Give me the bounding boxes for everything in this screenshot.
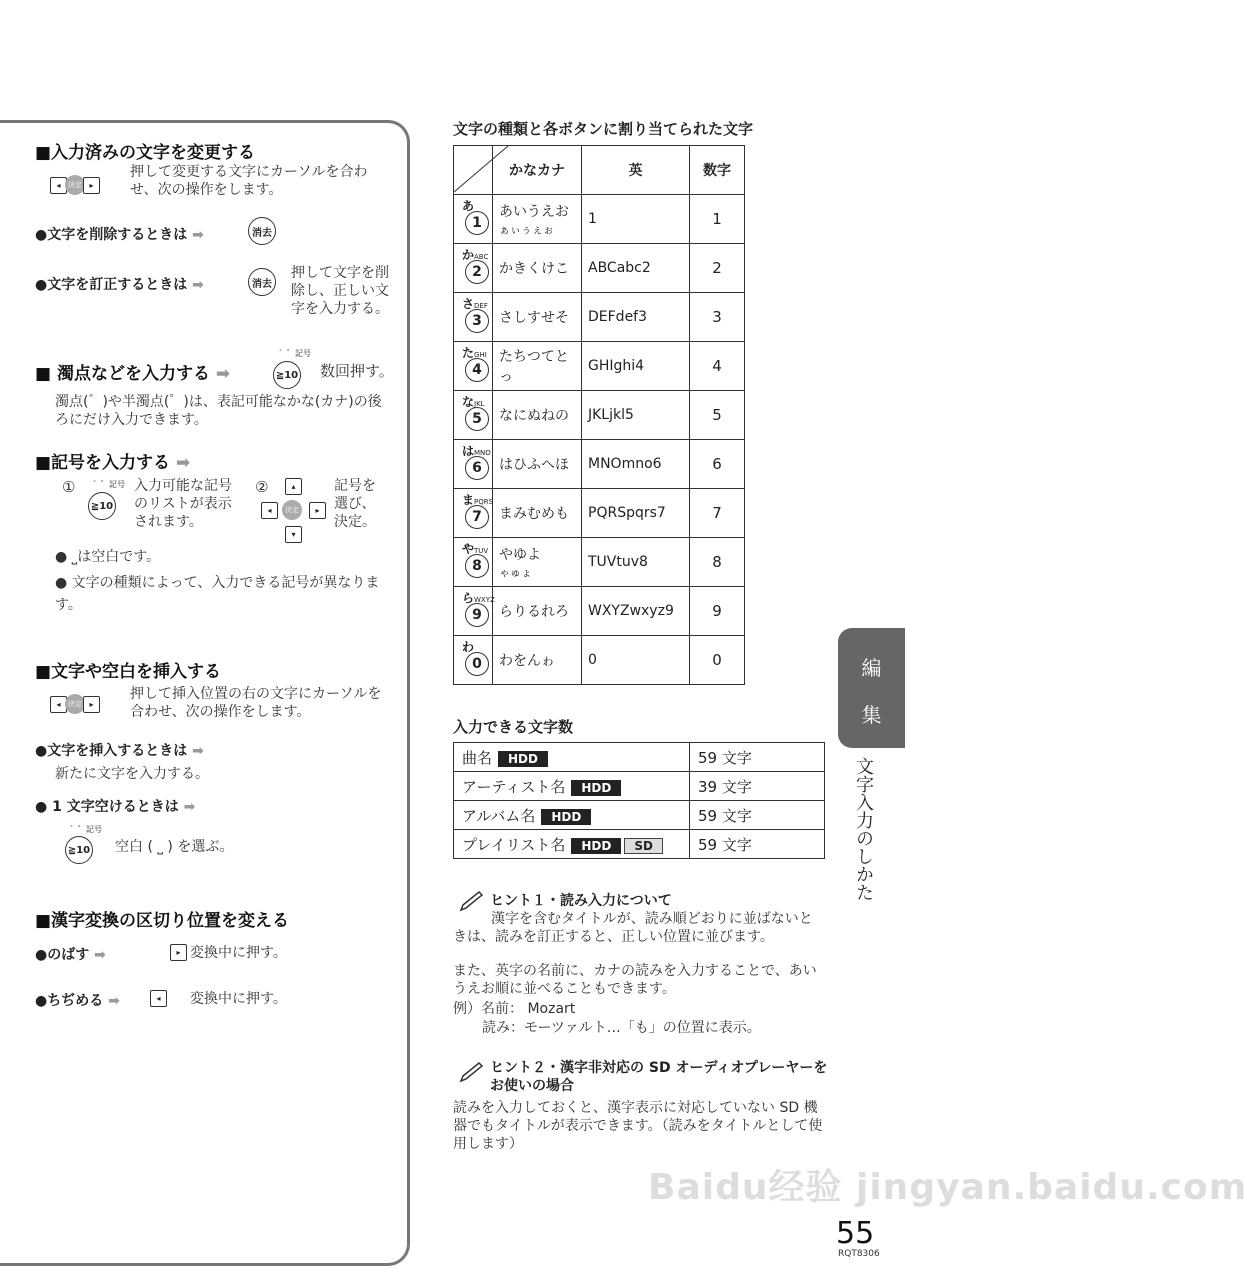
eng-cell: WXYZwxyz9 <box>582 587 690 636</box>
correct-label: ●文字を訂正するときは ➡ <box>35 277 204 293</box>
symbol-button-icon: ≧10 <box>273 361 301 389</box>
char-table <box>453 145 745 685</box>
kana-cell: らりるれろ <box>493 587 582 636</box>
dig-cell: 9 <box>690 587 745 636</box>
header-kana: かなカナ <box>493 146 582 195</box>
correct-desc: 押して文字を削除し、正しい文字を入力する。 <box>291 265 389 317</box>
symbol-label: ゛゜記号 <box>279 349 311 358</box>
step2-number: ② <box>255 478 269 496</box>
clear-button-icon: 消去 <box>248 217 276 245</box>
hdd-badge: HDD <box>498 751 548 767</box>
kana-cell: たちつてとっ <box>493 342 582 391</box>
dig-cell: 3 <box>690 293 745 342</box>
number-key-icon: 0 <box>465 652 489 676</box>
kana-cell: かきくけこ <box>493 244 582 293</box>
char-row <box>454 440 745 489</box>
eng-cell: 0 <box>582 636 690 685</box>
key-cell <box>454 293 493 342</box>
symbol-button-icon: ≧10 <box>88 492 116 520</box>
extend-label: ●のばす ➡ <box>35 947 106 963</box>
space-action: 空白 ( ⎵ ) を選ぶ。 <box>115 839 234 855</box>
number-key-icon: 9 <box>465 603 489 627</box>
count-value: 59 文字 <box>690 801 825 830</box>
hdd-badge: HDD <box>571 780 621 796</box>
section-title-change: ■入力済みの文字を変更する <box>35 143 256 163</box>
key-cell <box>454 195 493 244</box>
left-right-keys-icon: ◂ 決定 ▸ <box>50 174 100 196</box>
hint1-example-reading: 読み：モーツァルト…「も」の位置に表示。 <box>482 1020 761 1036</box>
key-cell <box>454 538 493 587</box>
dig-cell: 5 <box>690 391 745 440</box>
eng-cell: TUVtuv8 <box>582 538 690 587</box>
eng-cell: PQRSpqrs7 <box>582 489 690 538</box>
key-label: やTUV <box>462 542 489 556</box>
key-label: たGHI <box>462 346 487 360</box>
eng-cell: JKLjkl5 <box>582 391 690 440</box>
symbol-label: ゛゜記号 <box>70 825 102 834</box>
char-table-title: 文字の種類と各ボタンに割り当てられた文字 <box>453 120 754 138</box>
count-value: 59 文字 <box>690 830 825 859</box>
clear-button-icon: 消去 <box>248 268 276 296</box>
delete-label: ●文字を削除するときは ➡ <box>35 227 204 243</box>
key-label: まPQRS <box>462 493 494 507</box>
key-label: かABC <box>462 248 489 262</box>
insert-desc: 押して挿入位置の右の文字にカーソルを合わせ、次の操作をします。 <box>130 686 382 720</box>
cross-keys-icon: ▴ ◂ 決定 ▸ ▾ <box>261 478 329 544</box>
kana-cell: まみむめも <box>493 489 582 538</box>
count-title: 入力できる文字数 <box>453 718 574 736</box>
step2-desc: 記号を選び、決定。 <box>334 478 376 530</box>
step1-desc: 入力可能な記号のリストが表示されます。 <box>134 478 232 530</box>
hint1-example-name: 例）名前： Mozart <box>453 1001 576 1017</box>
eng-cell: 1 <box>582 195 690 244</box>
hint1-p2: また、英字の名前に、カナの読みを入力することで、あいうえお順に並べることもできます。 <box>453 963 817 997</box>
key-cell <box>454 342 493 391</box>
eng-cell: ABCabc2 <box>582 244 690 293</box>
side-tab-edit: 編 集 <box>838 628 905 748</box>
char-row <box>454 244 745 293</box>
eng-cell: GHIghi4 <box>582 342 690 391</box>
key-cell <box>454 244 493 293</box>
count-table <box>453 742 825 859</box>
header-dig: 数字 <box>690 146 745 195</box>
side-section-text: 文字入力のしかた <box>853 757 874 901</box>
char-row <box>454 391 745 440</box>
number-key-icon: 2 <box>465 260 489 284</box>
dig-cell: 1 <box>690 195 745 244</box>
count-row <box>454 743 825 772</box>
kana-cell: さしすせそ <box>493 293 582 342</box>
eng-cell: MNOmno6 <box>582 440 690 489</box>
count-name: プレイリスト名 HDD SD <box>454 830 690 859</box>
char-row <box>454 636 745 685</box>
symbol-button-icon: ≧10 <box>65 836 93 864</box>
dig-cell: 2 <box>690 244 745 293</box>
space-label: ● 1 文字空けるときは ➡ <box>35 799 196 815</box>
dakuten-desc: 濁点(゛)や半濁点(゜)は、表記可能なかな(カナ)の後ろにだけ入力できます。 <box>55 394 382 428</box>
key-label: あ <box>462 199 475 213</box>
hint2-p1: 読みを入力しておくと、漢字表示に対応していない SD 機器でもタイトルが表示できます。（読みをタイトルとして使用します） <box>453 1100 823 1152</box>
count-name: 曲名 HDD <box>454 743 690 772</box>
dig-cell: 4 <box>690 342 745 391</box>
count-name: アルバム名 HDD <box>454 801 690 830</box>
count-row <box>454 772 825 801</box>
section-title-kanji: ■漢字変換の区切り位置を変える <box>35 911 290 931</box>
kana-cell: なにぬねの <box>493 391 582 440</box>
number-key-icon: 6 <box>465 456 489 480</box>
key-label: さDEF <box>462 297 488 311</box>
dig-cell: 7 <box>690 489 745 538</box>
key-label: わ <box>462 640 475 654</box>
hdd-badge: HDD <box>571 838 621 854</box>
dig-cell: 8 <box>690 538 745 587</box>
shrink-label: ●ちぢめる ➡ <box>35 993 120 1009</box>
section-title-insert: ■文字や空白を挿入する <box>35 662 222 682</box>
kana-cell: はひふへほ <box>493 440 582 489</box>
number-key-icon: 3 <box>465 309 489 333</box>
char-row <box>454 195 745 244</box>
hint1-title: ヒント１・読み入力について <box>490 893 672 909</box>
key-label: はMNO <box>462 444 491 458</box>
key-cell <box>454 391 493 440</box>
insert-label: ●文字を挿入するときは ➡ <box>35 743 204 759</box>
section-title-dakuten: ■ 濁点などを入力する ➡ <box>35 364 231 384</box>
change-desc: 押して変更する文字にカーソルを合わせ、次の操作をします。 <box>130 164 368 198</box>
hint2-title: ヒント２・漢字非対応の SD オーディオプレーヤーをお使いの場合 <box>490 1060 828 1094</box>
step1-number: ① <box>62 478 76 496</box>
count-row <box>454 801 825 830</box>
left-right-keys-icon: ◂ 決定 ▸ <box>50 693 100 715</box>
char-row <box>454 489 745 538</box>
kana-cell: やゆよ ゃゅょ <box>493 538 582 587</box>
number-key-icon: 5 <box>465 407 489 431</box>
note-space: ● ⎵は空白です。 <box>55 549 161 565</box>
note-symbols: ● 文字の種類によって、入力できる記号が異なります。 <box>55 575 380 613</box>
sd-badge: SD <box>624 838 663 854</box>
page-code: RQT8306 <box>838 1249 880 1259</box>
key-cell <box>454 587 493 636</box>
page-number: 55 <box>836 1216 875 1251</box>
count-row <box>454 830 825 859</box>
pencil-icon <box>458 1062 486 1088</box>
dig-cell: 0 <box>690 636 745 685</box>
insert-action: 新たに文字を入力する。 <box>55 766 209 782</box>
extend-desc: 変換中に押す。 <box>190 945 287 961</box>
left-key-icon: ◂ <box>150 990 167 1007</box>
hint1-p1: 漢字を含むタイトルが、読み順どおりに並ばないときは、読みを訂正すると、正しい位置に並びます。 <box>453 911 813 945</box>
char-row <box>454 587 745 636</box>
number-key-icon: 1 <box>465 211 489 235</box>
count-name: アーティスト名 HDD <box>454 772 690 801</box>
shrink-desc: 変換中に押す。 <box>190 991 287 1007</box>
key-cell <box>454 440 493 489</box>
dig-cell: 6 <box>690 440 745 489</box>
kana-cell: あいうえお ぁぃぅぇぉ <box>493 195 582 244</box>
key-cell <box>454 489 493 538</box>
number-key-icon: 7 <box>465 505 489 529</box>
watermark: Baidu经验 jingyan.baidu.com <box>648 1167 1247 1208</box>
kana-cell: わをんゎ <box>493 636 582 685</box>
diagonal-cell <box>454 146 493 195</box>
section-title-symbol: ■記号を入力する ➡ <box>35 453 191 473</box>
count-value: 59 文字 <box>690 743 825 772</box>
count-value: 39 文字 <box>690 772 825 801</box>
press-times: 数回押す。 <box>320 362 394 380</box>
hdd-badge: HDD <box>541 809 591 825</box>
eng-cell: DEFdef3 <box>582 293 690 342</box>
char-row <box>454 293 745 342</box>
number-key-icon: 4 <box>465 358 489 382</box>
char-row <box>454 342 745 391</box>
key-label: らWXYZ <box>462 591 495 605</box>
right-key-icon: ▸ <box>170 944 187 961</box>
symbol-label: ゛゜記号 <box>93 480 125 489</box>
key-label: なJKL <box>462 395 485 409</box>
number-key-icon: 8 <box>465 554 489 578</box>
char-row <box>454 538 745 587</box>
key-cell <box>454 636 493 685</box>
header-eng: 英 <box>582 146 690 195</box>
